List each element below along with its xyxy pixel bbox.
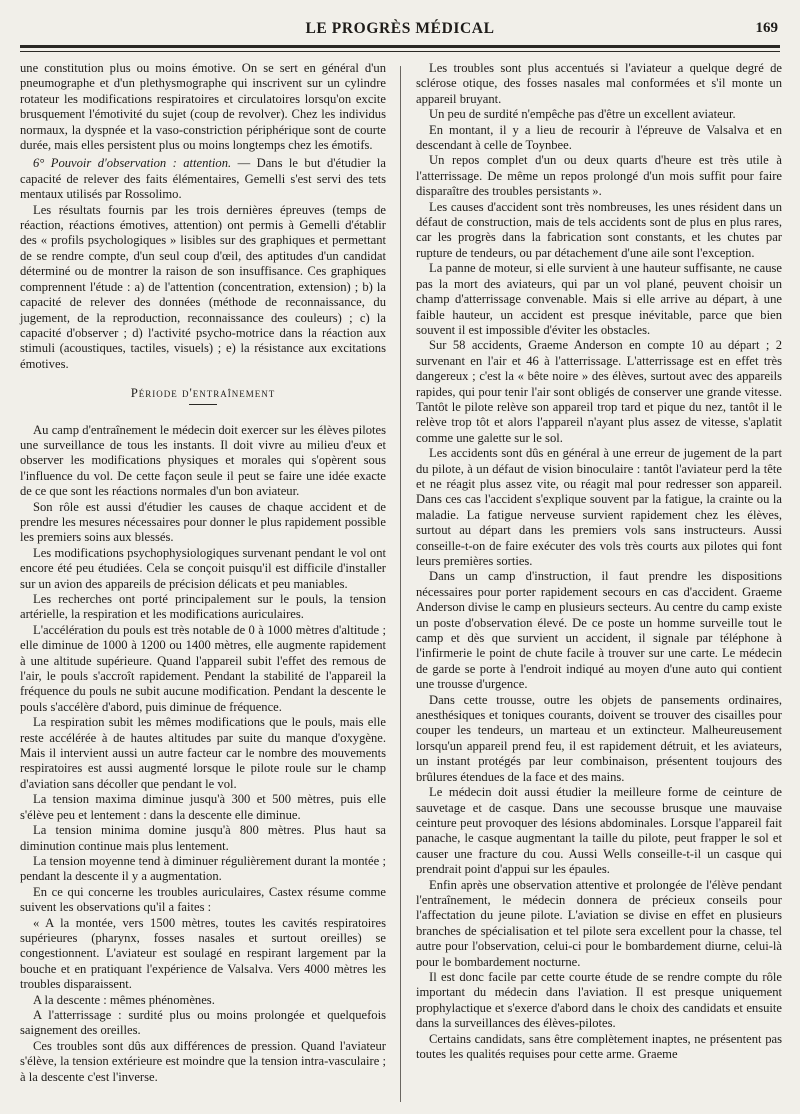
paragraph: Dans cette trousse, outre les objets de pansements ordinaires, anesthésiques et toniques courants, doivent se trouver des cisailles pour couper les tendeurs, un marteau et un extincteur. Malheureusement lorsqu'un appareil prend feu, il est rapidement détruit, et les aviateurs, un instant protégés par leur combinaison, présentent toujours des brûlures étendues de la face et des mains. [416, 692, 782, 784]
right-column [416, 61, 782, 1062]
paragraph: une constitution plus ou moins émotive. On se sert en général d'un pneumographe et d'un plethysmographe qui inscrivent sur un cylindre rotateur les modifications respiratoires et circulatoires lorsqu'on excite brusquement l'émotivité du sujet (coup de revolver). Chez les individus normaux, la dyspnée et la vaso-constriction périphérique sont de courte durée, mais elles persistent plus ou moins longtemps chez les émotifs. [20, 61, 386, 153]
paragraph: Un repos complet d'un ou deux quarts d'heure est très utile à l'atterrissage. De même un repos prolongé d'un mois suffit pour faire disparaître des troubles persistants ». [416, 153, 782, 199]
paragraph: Les causes d'accident sont très nombreuses, les unes résident dans un défaut de construction, mais de tels accidents sont de plus en plus rares, car les progrès dans la fabrication sont constants, et les chutes par rupture de tendeurs, ou par détachement d'une aile sont l'exception. [416, 199, 782, 260]
running-title: LE PROGRÈS MÉDICAL [305, 20, 495, 37]
page-number: 169 [755, 20, 778, 36]
paragraph: Les modifications psychophysiologiques survenant pendant le vol ont encore été peu étudiées. Cela se conçoit puisqu'il est difficile d'installer sur un avion des appareils de précision délicats et peu maniables. [20, 545, 386, 591]
paragraph: Les troubles sont plus accentués si l'aviateur a quelque degré de sclérose otique, des fosses nasales mal conformées et s'il monte un appareil bruyant. [416, 61, 782, 106]
paragraph: Les accidents sont dûs en général à une erreur de jugement de la part du pilote, à un défaut de vision binoculaire : tantôt l'aviateur perd la tête et ne réagit plus assez vite, ou réagit mal pour redresser son appareil. Dans ces cas l'accident s'explique souvent par la fatigue, la crainte ou la maladie. La fatigue nerveuse survient rapidement chez les élèves, surtout au départ dans les premiers vols sans instructeurs. Aussi conseille-t-on de faire exécuter des vols très courts aux pilotes qui font leurs premières sorties. [416, 446, 782, 568]
paragraph: Un peu de surdité n'empêche pas d'être un excellent aviateur. [429, 107, 736, 122]
paragraph: La respiration subit les mêmes modifications que le pouls, mais elle reste accélérée à de hautes altitudes par suite du manque d'oxygène. Mais il intervient aussi un autre facteur car le nombre des mouvements respiratoires est aussi augmenté lorsque le pilote roule sur le champ d'aviation sans décoller que pendant le vol. [20, 715, 386, 791]
section-rule [189, 404, 217, 405]
paragraph: Le médecin doit aussi étudier la meilleure forme de ceinture de sauvetage et de casque. Dans une secousse brusque une mauvaise ceinture peut provoquer des lésions abdominales. Lorsque l'appareil fait panache, le casque augmentant la taille du pilote, peut frapper le sol et causer une fracture du cou. Aussi Wells conseille-t-il un casque qui prendrait point d'appui sur les épaules. [416, 785, 782, 877]
paragraph: Certains candidats, sans être complètement inaptes, ne présentent pas toutes les qualités requises pour cette arme. Graeme [416, 1031, 782, 1061]
paragraph: Au camp d'entraînement le médecin doit exercer sur les élèves pilotes une surveillance de tous les instants. Il doit vivre au milieu d'eux et observer les modifications physiques et morales qui s'opèrent sous l'influence du vol. De cette façon seule il peut se faire une idée exacte de ce que sont les réactions normales d'un bon aviateur. [20, 422, 386, 499]
paragraph: La tension maxima diminue jusqu'à 300 et 500 mètres, puis elle s'élève peu et lentement : dans la descente elle diminue. [20, 792, 386, 822]
paragraph-lead: 6° Pouvoir d'observation : attention. [33, 156, 232, 171]
paragraph: La tension minima domine jusqu'à 800 mètres. Plus haut sa diminution continue mais plus lentement. [20, 823, 386, 853]
paragraph: La tension moyenne tend à diminuer régulièrement durant la montée ; pendant la descente il y a augmentation. [20, 853, 386, 884]
paragraph: Dans un camp d'instruction, il faut prendre les dispositions nécessaires pour porter rapidement secours en cas d'accident. Graeme Anderson divise le camp en plusieurs secteurs. Au centre du camp existe un poste d'observation élevé. De ce poste un homme surveille tout le camp et dès que survient un accident, il signale par téléphone à l'infirmerie le point de chute facile à trouver sur une carte. Le médecin de garde se porte à l'endroit indiqué au moyen d'une auto qui contient une trousse d'urgence. [416, 569, 782, 692]
paragraph: En montant, il y a lieu de recourir à l'épreuve de Valsalva et en descendant à celle de Toynbee. [416, 122, 782, 153]
header-rule-thick [20, 45, 780, 48]
quote-paragraph: A l'atterrissage : surdité plus ou moins prolongée et quelquefois saignement des oreilles. [20, 1007, 386, 1038]
paragraph: Les résultats fournis par les trois dernières épreuves (temps de réaction, réactions émotives, attention) ont permis à Gemelli d'établir des « profils psychologiques » lisibles sur des graphiques et permettant de se rendre compte, d'un seul coup d'œil, des aptitudes d'un candidat déterminé ou de montrer la raison de son insuffisance. Ces graphiques comprennent l'étude : a) de l'attention (concentration, extension) ; b) la capacité de relever des données (méthode de reconnaissance, du jugement, de la reproduction, reconnaissance des couleurs) ; c) la capacité d'observer ; d) l'activité psycho-motrice dans la réaction aux stimuli (acoustiques, tactiles, visuels) ; e) la résistance aux excitations émotives. [20, 202, 386, 371]
paragraph-text: — Dans le but d'étudier la capacité de relever des faits élémentaires, Gemelli s'est servi des tets mentaux utilisés par Rossolimo. [20, 156, 386, 202]
quote-paragraph: A la descente : mêmes phénomènes. [33, 992, 215, 1007]
page-header [20, 18, 780, 42]
paragraph: Sur 58 accidents, Graeme Anderson en compte 10 au départ ; 2 survenant en l'air et 46 à l'atterrissage. L'atterrissage est en effet très dangereux ; c'est la « bête noire » des élèves, surtout avec des appareils rapides, qui pour tenir l'air sont obligés de conserver une grande vitesse. Tantôt le pilote relève son appareil trop tard et pique du nez, tantôt il le relève trop tôt et alors l'appareil n'ayant plus assez de vitesse, s'aplatit comme une galette sur le sol. [416, 338, 782, 445]
section-heading: Période d'entraînement [130, 386, 276, 401]
column-divider [400, 66, 401, 1102]
quote-paragraph: Ces troubles sont dûs aux différences de pression. Quand l'aviateur s'élève, la tension extérieure est moindre que la tension intra-vasculaire ; à la descente c'est l'inverse. [20, 1038, 386, 1084]
paragraph: La panne de moteur, si elle survient à une hauteur suffisante, ne cause pas la mort des aviateurs, qui par un vol plané, peuvent choisir un champ d'atterrissage convenable. Mais si elle arrive au départ, à une faible hauteur, un accident est presque inévitable, parce que bien souvent il est impossible d'éviter les obstacles. [416, 261, 782, 337]
paragraph: Les recherches ont porté principalement sur le pouls, la tension artérielle, la respiration et les modifications auriculaires. [20, 592, 386, 622]
paragraph: L'accélération du pouls est très notable de 0 à 1000 mètres d'altitude ; elle diminue de 1000 à 1200 ou 1400 mètres, elle augmente rapidement à une altitude supérieure. Quand l'appareil subit l'effet des remous de l'air, le pouls s'accroît rapidement. Pendant la stabilité de l'appareil la fréquence du pouls ne subit aucune modification. Pendant la descente le pouls s'accélère d'abord, puis diminue de fréquence. [20, 622, 386, 714]
paragraph: En ce qui concerne les troubles auriculaires, Castex résume comme suivent les observations qu'il a faites : [20, 884, 386, 915]
header-rule-thin [20, 51, 780, 52]
paragraph: Son rôle est aussi d'étudier les causes de chaque accident et de prendre les mesures nécessaires pour donner le plus rapidement possible les premiers soins aux blessés. [20, 499, 386, 545]
paragraph: Il est donc facile par cette courte étude de se rendre compte du rôle important du médecin dans l'aviation. Il est presque uniquement prophylactique et s'exerce d'abord dans le choix des candidats et ensuite dans la surveillances des élèves-pilotes. [416, 969, 782, 1031]
paragraph: Enfin après une observation attentive et prolongée de l'élève pendant l'entraînement, le médecin donnera de précieux conseils pour l'affectation du jeune pilote. L'aviation se divise en effet en plusieurs branches de spécialisation et tel pilote sera excellent pour la chasse, tel autre pour l'observation, celui-ci pour le bombardement diurne, celui-là pour le bombardement nocturne. [416, 877, 782, 969]
paragraph [20, 156, 386, 202]
quote-paragraph: « A la montée, vers 1500 mètres, toutes les cavités respiratoires supérieures (pharynx, fosses nasales et surtout oreilles) se congestionnent. L'aviateur est soulagé en respirant largement par la bouche et en pratiquant l'expérience de Valsalva. Vers 4000 mètres les troubles disparaissent. [20, 915, 386, 992]
left-column [20, 61, 386, 1085]
